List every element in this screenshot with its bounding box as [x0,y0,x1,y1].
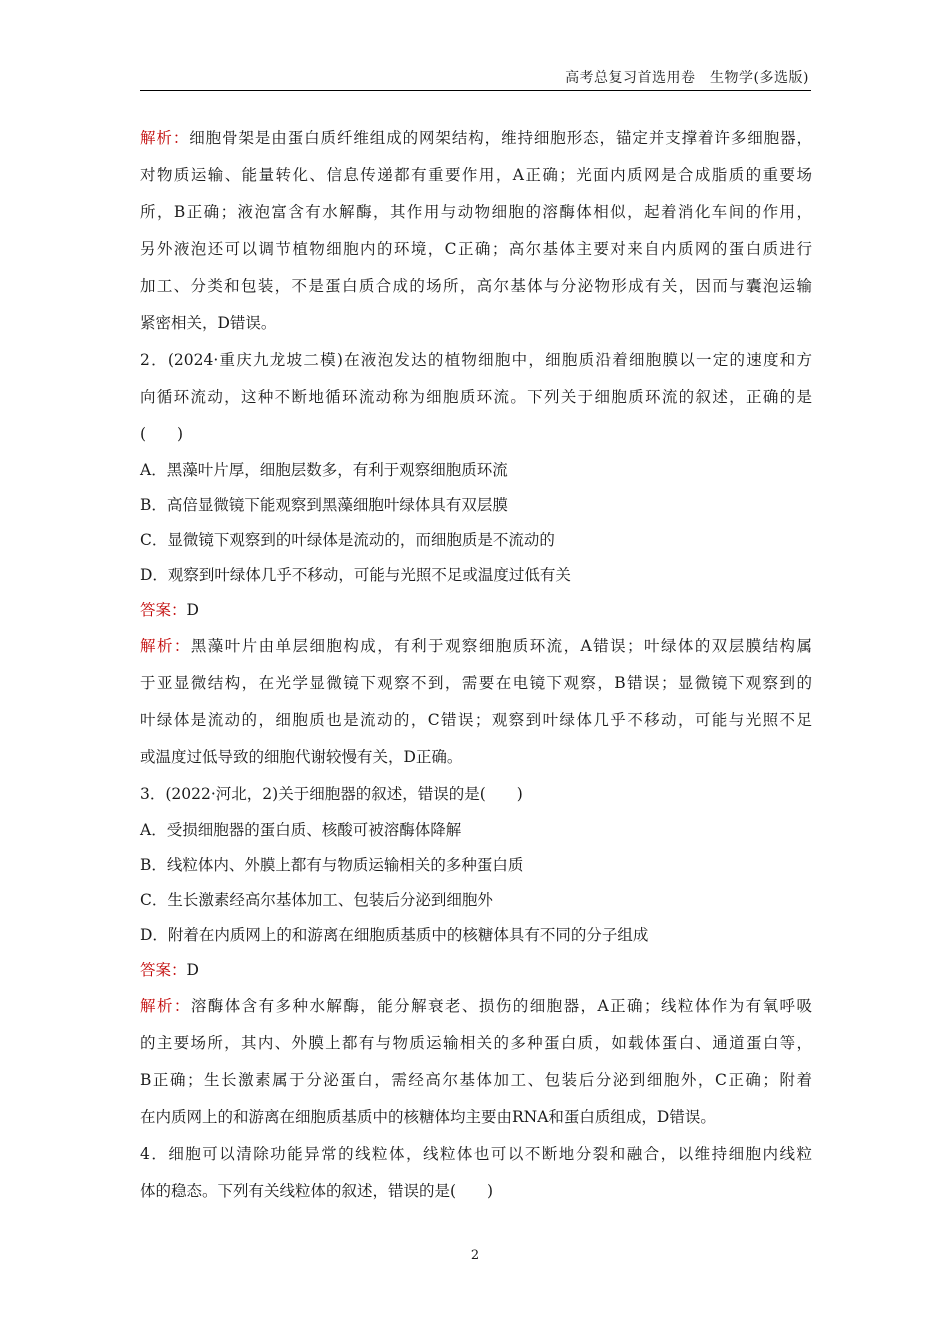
analysis-label: 解析： [140,997,191,1015]
document-body [140,120,812,1210]
answer-line [140,593,812,628]
question-stem-line: 向循环流动，这种不断地循环流动称为细胞质环流。下列关于细胞质环流的叙述，正确的是 [140,388,812,406]
analysis-line: 或温度过低导致的细胞代谢较慢有关，D正确。 [140,748,463,766]
answer-value: D [186,961,199,979]
analysis-line: 所，B正确；液泡富含有水解酶，其作用与动物细胞的溶酶体相似，起着消化车间的作用， [140,203,812,221]
page-number: 2 [470,1248,480,1263]
answer-blank: ( ) [140,425,184,443]
option-c: C．显微镜下观察到的叶绿体是流动的，而细胞质是不流动的 [140,531,555,549]
option-a: A．受损细胞器的蛋白质、核酸可被溶酶体降解 [140,821,462,839]
option-d: D．附着在内质网上的和游离在细胞质基质中的核糖体具有不同的分子组成 [140,926,649,944]
analysis-line: 对物质运输、能量转化、信息传递都有重要作用，A正确；光面内质网是合成脂质的重要场 [140,166,812,184]
question-3 [140,776,812,1136]
question-stem-line: 3．(2022·河北，2)关于细胞器的叙述，错误的是( ) [140,785,523,803]
option-c: C．生长激素经高尔基体加工、包装后分泌到细胞外 [140,891,493,909]
option-b: B．高倍显微镜下能观察到黑藻细胞叶绿体具有双层膜 [140,496,508,514]
answer-label: 答案： [140,961,187,979]
analysis-line: 叶绿体是流动的，细胞质也是流动的，C错误；观察到叶绿体几乎不移动，可能与光照不足 [140,711,812,729]
analysis-line: 解析：黑藻叶片由单层细胞构成，有利于观察细胞质环流，A错误；叶绿体的双层膜结构属 [140,637,812,655]
analysis-label: 解析： [140,129,190,147]
answer-line [140,953,812,988]
analysis-line: 的主要场所，其内、外膜上都有与物质运输相关的多种蛋白质，如载体蛋白、通道蛋白等， [140,1034,812,1052]
analysis-line: 在内质网上的和游离在细胞质基质中的核糖体均主要由RNA和蛋白质组成，D错误。 [140,1108,716,1126]
analysis-line: B正确；生长激素属于分泌蛋白，需经高尔基体加工、包装后分泌到细胞外，C正确；附着 [140,1071,812,1089]
analysis-line: 解析：细胞骨架是由蛋白质纤维组成的网架结构，维持细胞形态，锚定并支撑着许多细胞器， [140,129,812,147]
question-4 [140,1136,812,1210]
analysis-line: 另外液泡还可以调节植物细胞内的环境，C正确；高尔基体主要对来自内质网的蛋白质进行 [140,240,812,258]
header-title: 高考总复习首选用卷 生物学(多选版) [565,70,809,86]
answer-value: D [186,601,199,619]
analysis-label: 解析： [140,637,191,655]
page-header [140,66,811,91]
analysis-line: 解析：溶酶体含有多种水解酶，能分解衰老、损伤的细胞器，A正确；线粒体作为有氧呼吸 [140,997,812,1015]
analysis-line: 紧密相关，D错误。 [140,314,277,332]
option-a: A．黑藻叶片厚，细胞层数多，有利于观察细胞质环流 [140,461,508,479]
question-stem-line: 4．细胞可以清除功能异常的线粒体，线粒体也可以不断地分裂和融合，以维持细胞内线粒 [140,1145,812,1163]
option-b: B．线粒体内、外膜上都有与物质运输相关的多种蛋白质 [140,856,524,874]
question-stem-line: 体的稳态。下列有关线粒体的叙述，错误的是( ) [140,1182,494,1200]
analysis-line: 加工、分类和包装，不是蛋白质合成的场所，高尔基体与分泌物形成有关，因而与囊泡运输 [140,277,812,295]
question-stem-line: 2．(2024·重庆九龙坡二模)在液泡发达的植物细胞中，细胞质沿着细胞膜以一定的速度和方 [140,351,812,369]
answer-label: 答案： [140,601,187,619]
option-d: D．观察到叶绿体几乎不移动，可能与光照不足或温度过低有关 [140,566,571,584]
question-2 [140,342,812,776]
analysis-line: 于亚显微结构，在光学显微镜下观察不到，需要在电镜下观察，B错误；显微镜下观察到的 [140,674,812,692]
analysis-block-1 [140,120,812,342]
